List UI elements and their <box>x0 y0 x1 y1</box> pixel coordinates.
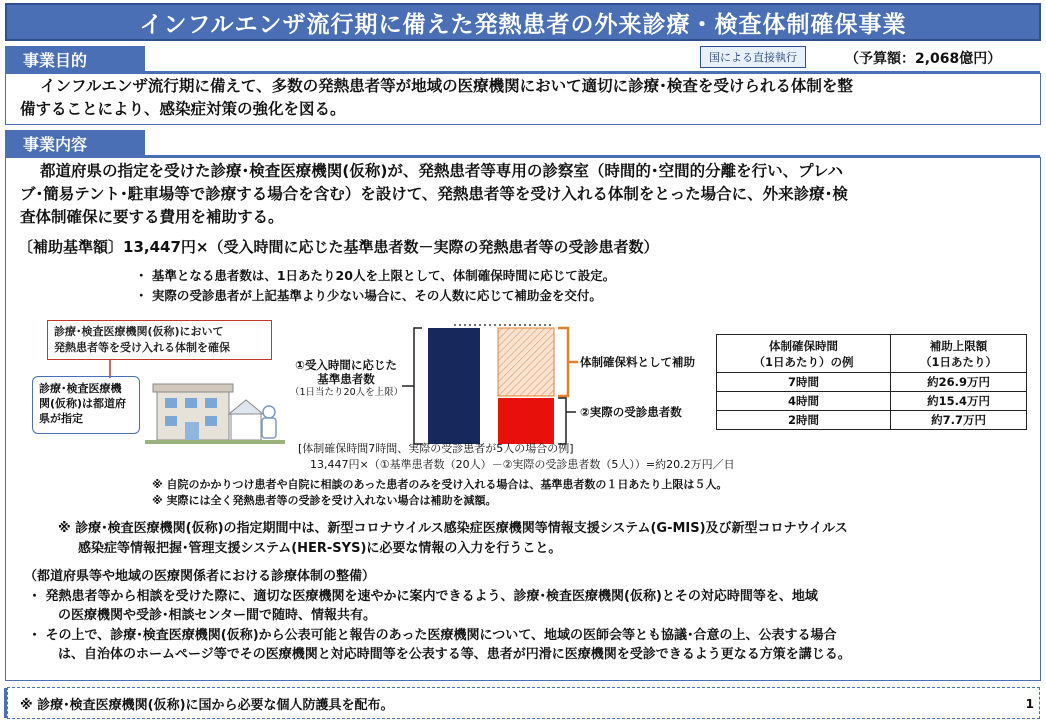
content-bullet-1: ・ 基準となる患者数は、1日あたり20人を上限として、体制確保時間に応じて設定。 <box>135 268 616 283</box>
left-label-line2: 基準患者数 <box>317 372 375 386</box>
table-header-hours <box>717 335 891 373</box>
table-cell: 7時間 <box>717 373 891 392</box>
example-note-2: ※ 実際には全く発熱患者等の受診を受け入れない場合は補助を減額。 <box>152 494 497 507</box>
actual-patients-bar <box>498 398 554 444</box>
blue-box-line3: 県が指定 <box>39 412 83 425</box>
budget-amount: （予算額：2,068億円） <box>845 51 1002 67</box>
base-patients-label <box>290 358 402 400</box>
table-header-cell: 体制確保時間 <box>769 338 839 353</box>
regional-bullet-1-line1: ・ 発熱患者等から相談を受けた際に、適切な医療機関を速やかに案内できるよう、診療･検査医療機関(仮称)とその対応時間等を、地域 <box>28 589 818 604</box>
left-label-line3: （1日当たり20人を上限） <box>290 387 404 398</box>
secured-fee-label: 体制確保料として補助 <box>580 355 695 369</box>
left-bracket <box>414 328 422 444</box>
regional-bullet-1-line2: の医療機関や受診･相談センター間で随時、情報共有。 <box>58 608 376 623</box>
table-header-cell: （1日あたり） <box>920 354 998 369</box>
section-heading-purpose: 事業目的 <box>5 46 145 73</box>
secured-fee-bar <box>498 328 554 396</box>
example-heading: [体制確保時間7時間、実際の受診患者が5人の場合の例] <box>298 442 574 455</box>
content-para-line1: 都道府県の指定を受けた診療･検査医療機関(仮称)が、発熱患者等専用の診察室（時間的･空間的分離を行い、プレハ <box>40 162 843 180</box>
page-title: インフルエンザ流行期に備えた発熱患者の外来診療・検査体制確保事業 <box>5 3 1041 41</box>
page-number: 1 <box>1025 697 1034 711</box>
gmis-note-line2: 感染症等情報把握･管理支援システム(HER-SYS)に必要な情報の入力を行うこと。 <box>78 541 562 556</box>
blue-box-line1: 診療･検査医療機 <box>39 382 122 395</box>
regional-heading: （都道府県等や地域の医療関係者における診療体制の整備） <box>24 569 376 584</box>
table-header-cell: 補助上限額 <box>929 338 988 353</box>
prefecture-designation-note <box>32 376 140 434</box>
table-row <box>717 411 1027 430</box>
table-row <box>717 392 1027 411</box>
subsidy-formula: 〔補助基準額〕13,447円×（受入時間に応じた基準患者数－実際の発熱患者等の受診患者数） <box>18 238 659 256</box>
hospital-illustration <box>145 376 285 448</box>
table-cell: 2時間 <box>717 411 891 430</box>
direct-execution-badge: 国による直接執行 <box>700 46 806 68</box>
purpose-text-line1: インフルエンザ流行期に備えて、多数の発熱患者等が地域の医療機関において適切に診療･検査を受けられる体制を整 <box>40 77 853 95</box>
section-heading-content: 事業内容 <box>5 130 145 157</box>
table-header-cap <box>891 335 1027 373</box>
base-patients-bar <box>428 328 480 444</box>
gmis-note-line1: ※ 診療･検査医療機関(仮称)の指定期間中は、新型コロナウイルス感染症医療機関等情報支援システム(G-MIS)及び新型コロナウイルス <box>58 521 848 536</box>
example-note-1: ※ 自院のかかりつけ患者や自院に相談のあった患者のみを受け入れる場合は、基準患者数の１日あたり上限は５人。 <box>152 478 728 491</box>
table-cell: 約26.9万円 <box>891 373 1027 392</box>
content-bullet-2: ・ 実際の受診患者が上記基準より少ない場合に、その人数に応じて補助金を交付。 <box>135 288 602 303</box>
orange-bracket <box>558 328 568 396</box>
table-row <box>717 373 1027 392</box>
table-cell: 約15.4万円 <box>891 392 1027 411</box>
regional-bullet-2-line2: は、自治体のホームページ等でその医療機関と対応時間等を公表する等、患者が円滑に医療機関を受診できるよう更なる方策を講じる。 <box>58 647 851 662</box>
subsidy-bar-diagram <box>402 322 702 452</box>
example-calculation: 13,447円×（①基準患者数（20人）－②実際の受診患者数（5人））=約20.2万円／日 <box>310 458 735 471</box>
regional-bullet-2-line1: ・ その上で、診療･検査医療機関(仮称)から公表可能と報告のあった医療機関について、地域の医師会等とも協議･合意の上、公表する場合 <box>28 628 837 643</box>
table-cell: 約7.7万円 <box>891 411 1027 430</box>
black-bracket <box>558 398 566 444</box>
subsidy-cap-table <box>716 334 1027 430</box>
actual-patients-label: ②実際の受診患者数 <box>580 405 682 419</box>
system-secured-note <box>47 320 272 360</box>
left-label-line1: ①受入時間に応じた <box>295 358 397 372</box>
red-box-line2: 発熱患者等を受け入れる体制を確保 <box>54 341 230 354</box>
content-para-line3: 査体制確保に要する費用を補助する。 <box>20 208 284 226</box>
content-para-line2: ブ･簡易テント･駐車場等で診療する場合を含む）を設けて、発熱患者等を受け入れる体制をとった場合に、外来診療･検 <box>20 185 848 203</box>
red-box-line1: 診療･検査医療機関(仮称)において <box>54 325 224 338</box>
table-cell: 4時間 <box>717 392 891 411</box>
table-header-cell: （1日あたり）の例 <box>753 354 854 369</box>
blue-box-line2: 関(仮称)は都道府 <box>39 397 127 410</box>
ppe-note: ※ 診療･検査医療機関(仮称)に国から必要な個人防護具を配布。 <box>7 687 1040 719</box>
purpose-text-line2: 備することにより、感染症対策の強化を図る。 <box>20 100 346 118</box>
